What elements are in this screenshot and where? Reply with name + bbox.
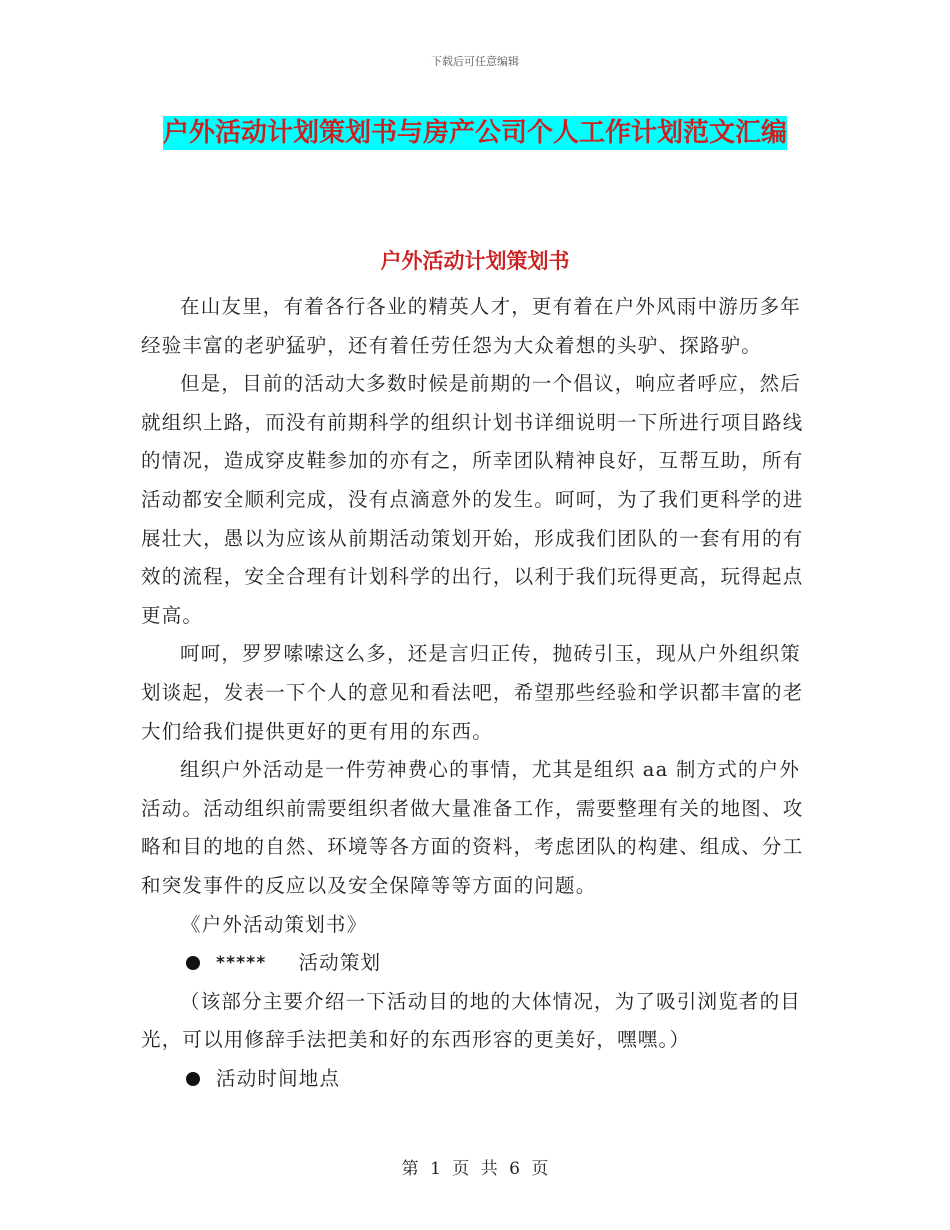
bullet-label: 活动策划	[298, 951, 382, 975]
book-reference: 《户外活动策划书》	[181, 912, 368, 936]
bullet-stars: *****	[216, 953, 267, 974]
document-body	[141, 288, 805, 1098]
document-title	[140, 108, 810, 158]
paragraph-purpose: 呵呵，罗罗嗦嗦这么多，还是言归正传，抛砖引玉，现从户外组织策划谈起，发表一下个人的意见和看法吧，希望那些经验和学识都丰富的老大们给我们提供更好的更有用的东西。	[141, 642, 804, 743]
document-title-text: 户外活动计划策划书与房产公司个人工作计划范文汇编	[162, 118, 787, 148]
bullet-item-activity-planning	[141, 944, 805, 983]
bullet-dot-icon	[186, 956, 200, 970]
bullet-item-time-place	[141, 1060, 805, 1099]
paragraph-note: （该部分主要介绍一下活动目的地的大体情况，为了吸引浏览者的目光，可以用修辞手法把美和好的东西形容的更美好，嘿嘿。）	[141, 989, 802, 1052]
paragraph-current-state: 但是，目前的活动大多数时候是前期的一个倡议，响应者呼应，然后就组织上路，而没有前期科学的组织计划书详细说明一下所进行项目路线的情况，造成穿皮鞋参加的亦有之，所幸团队精神良好，互帮互助，所有活动都安全顺利完成，没有点滴意外的发生。呵呵，为了我们更科学的进展壮大，愚以为应该从前期活动策划开始，形成我们团队的一套有用的有效的流程，安全合理有计划科学的出行，以利于我们玩得更高，玩得起点更高。	[141, 372, 804, 627]
bullet-dot-icon	[186, 1072, 200, 1086]
section-title: 户外活动计划策划书	[380, 249, 570, 273]
page-footer: 第 1 页 共 6 页	[401, 1159, 549, 1179]
paragraph-intro: 在山友里，有着各行各业的精英人才，更有着在户外风雨中游历多年经验丰富的老驴猛驴，还有着任劳任怨为大众着想的头驴、探路驴。	[141, 295, 802, 357]
bullet-label: 活动时间地点	[216, 1066, 341, 1090]
paragraph-organizing: 组织户外活动是一件劳神费心的事情，尤其是组织 aa 制方式的户外活动。活动组织前需要组织者做大量准备工作，需要整理有关的地图、攻略和目的地的自然、环境等各方面的资料，考虑团队的构建、组成、分工和突发事件的反应以及安全保障等等方面的问题。	[141, 758, 804, 897]
header-note: 下载后可任意编辑	[431, 55, 519, 68]
